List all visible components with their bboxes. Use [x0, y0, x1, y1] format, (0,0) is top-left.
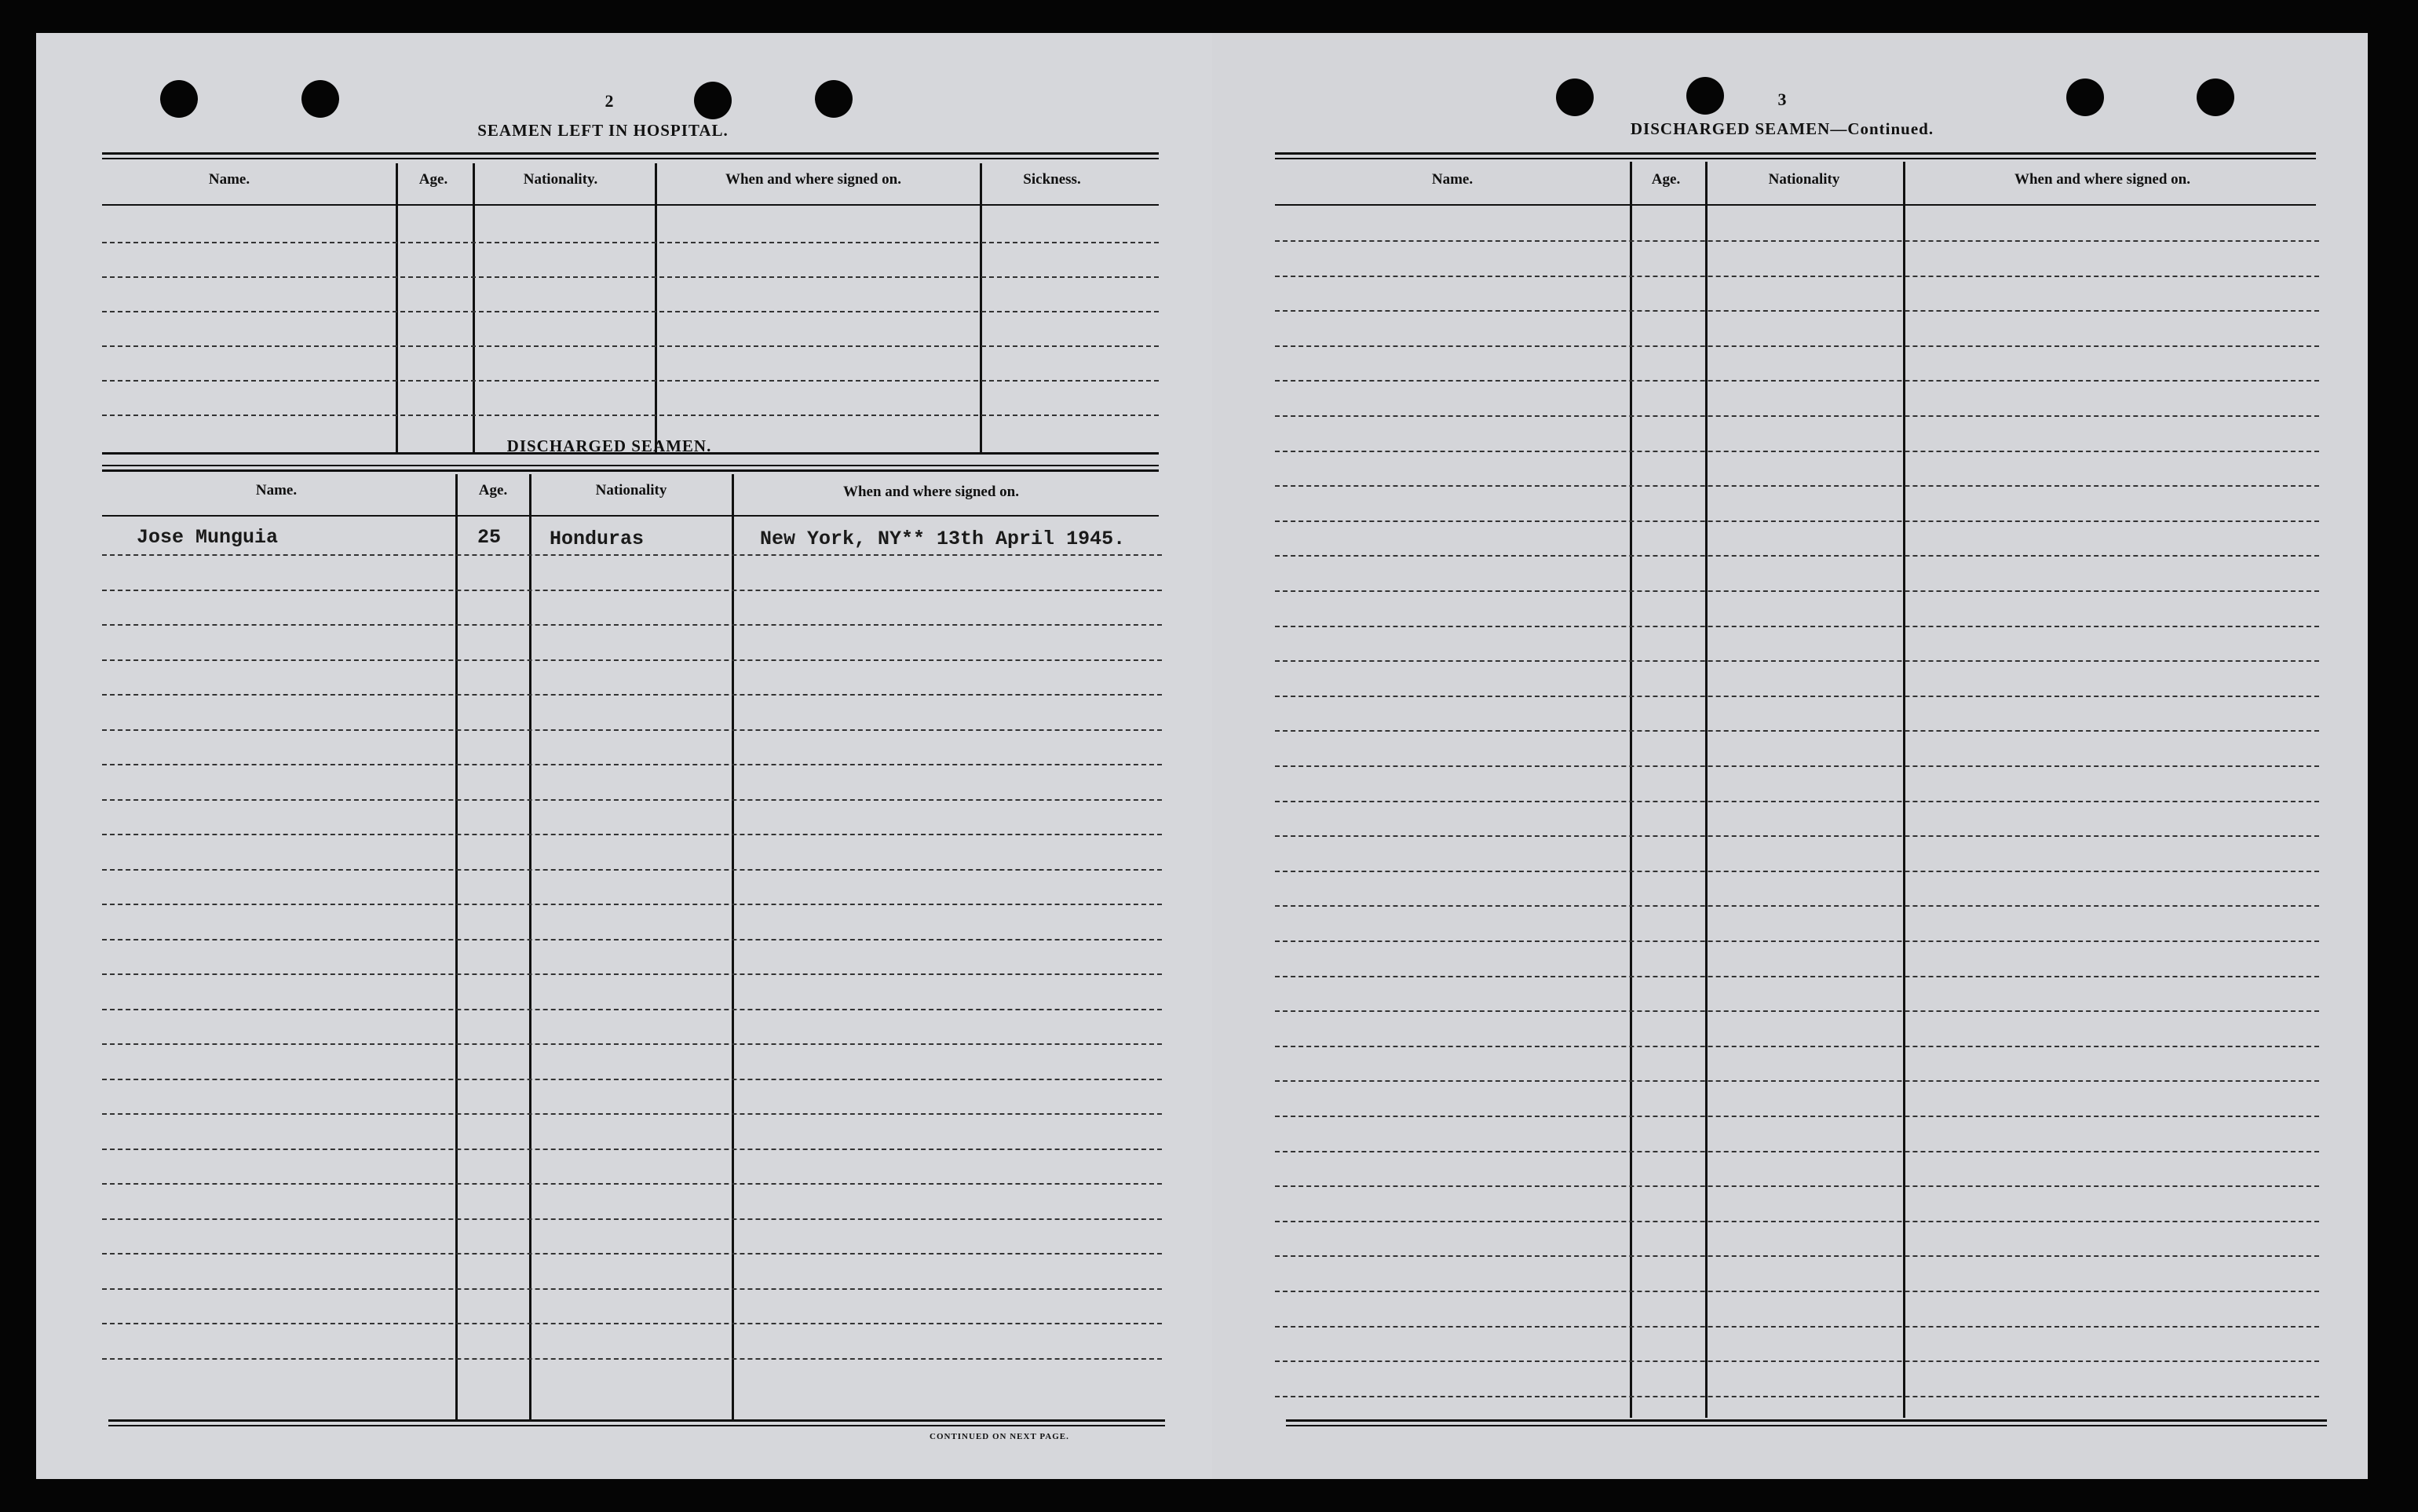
ruled-line: [102, 1323, 1162, 1324]
hospital-col-sickness: Sickness.: [1023, 171, 1081, 188]
ruled-line: [102, 1079, 1162, 1080]
ruled-line: [1275, 871, 2319, 872]
punch-hole: [160, 80, 198, 118]
hospital-col-divider: [980, 163, 982, 452]
discharged-bottom-rule-2: [108, 1425, 1165, 1426]
ruled-line: [1275, 276, 2319, 277]
right-col-age: Age.: [1651, 171, 1681, 188]
ruled-line: [102, 1043, 1162, 1045]
ruled-line: [1275, 520, 2319, 522]
page-number: 2: [604, 91, 614, 111]
ruled-line: [102, 1288, 1162, 1290]
right-bottom-rule: [1286, 1419, 2327, 1422]
punch-hole: [301, 80, 339, 118]
hospital-col-signed-on: When and where signed on.: [725, 171, 902, 188]
right-top-rule: [1275, 152, 2316, 155]
seaman-nationality: Honduras: [550, 528, 645, 550]
ruled-line: [1275, 730, 2319, 732]
ruled-line: [1275, 451, 2319, 452]
hospital-col-divider: [473, 163, 475, 452]
ruled-line: [1275, 1046, 2319, 1047]
discharged-top-rule: [102, 465, 1159, 466]
ruled-line: [1275, 940, 2319, 942]
ruled-line: [102, 904, 1162, 905]
ruled-line: [1275, 696, 2319, 697]
hospital-col-age: Age.: [418, 171, 448, 188]
ruled-line: [102, 624, 1162, 626]
right-page: [1212, 33, 2368, 1479]
hospital-top-rule: [102, 152, 1159, 155]
right-col-nationality: Nationality: [1768, 171, 1840, 188]
ruled-line: [102, 694, 1162, 696]
discharged-col-name: Name.: [255, 482, 298, 499]
ruled-line: [1275, 310, 2319, 312]
punch-hole: [1686, 77, 1724, 115]
seaman-age: 25: [477, 526, 502, 549]
ruled-line: [102, 973, 1162, 975]
discharged-col-age: Age.: [478, 482, 508, 499]
punch-hole: [2197, 79, 2234, 116]
ruled-line: [1275, 905, 2319, 907]
hospital-header-rule: [102, 204, 1159, 206]
ruled-line: [1275, 835, 2319, 837]
ruled-line: [102, 415, 1159, 416]
ruled-line: [102, 764, 1162, 765]
ruled-line: [102, 799, 1162, 801]
page-number: 3: [1777, 89, 1787, 109]
ruled-line: [1275, 485, 2319, 487]
hospital-top-rule-2: [102, 158, 1159, 159]
ruled-line: [102, 1113, 1162, 1115]
left-page: [36, 33, 1220, 1479]
discharged-col-divider: [732, 474, 734, 1419]
ruled-line: [1275, 415, 2319, 417]
ruled-line: [1275, 345, 2319, 347]
ruled-line: [102, 380, 1159, 382]
right-bottom-rule-2: [1286, 1425, 2327, 1426]
ruled-line: [1275, 555, 2319, 557]
ruled-line: [1275, 1221, 2319, 1222]
ruled-line: [102, 590, 1162, 591]
right-col-divider: [1903, 162, 1905, 1418]
ruled-line: [1275, 1291, 2319, 1292]
hospital-col-divider: [655, 163, 657, 452]
ruled-line: [1275, 1010, 2319, 1012]
ruled-line: [1275, 1326, 2319, 1328]
hospital-section-title: SEAMEN LEFT IN HOSPITAL.: [477, 121, 729, 140]
ruled-line: [102, 1218, 1162, 1220]
punch-hole: [2066, 79, 2104, 116]
ruled-line: [1275, 1080, 2319, 1082]
ruled-line: [102, 869, 1162, 871]
ruled-line: [102, 834, 1162, 835]
ruled-line: [1275, 1396, 2319, 1397]
ruled-line: [1275, 1151, 2319, 1152]
hospital-col-nationality: Nationality.: [523, 171, 598, 188]
ruled-line: [1275, 976, 2319, 977]
discharged-col-divider: [455, 474, 458, 1419]
right-top-rule-2: [1275, 158, 2316, 159]
discharged-top-rule-2: [102, 469, 1159, 472]
ruled-line: [102, 939, 1162, 940]
ruled-line: [102, 659, 1162, 661]
discharged-col-divider: [529, 474, 531, 1419]
discharged-section-title: DISCHARGED SEAMEN.: [506, 436, 712, 455]
ruled-line: [102, 1358, 1162, 1360]
ruled-line: [1275, 1360, 2319, 1362]
ruled-line: [102, 1253, 1162, 1255]
ruled-line: [1275, 626, 2319, 627]
right-col-divider: [1630, 162, 1632, 1418]
ruled-line: [1275, 660, 2319, 662]
continued-note: CONTINUED ON NEXT PAGE.: [930, 1432, 1069, 1441]
ruled-line: [1275, 1116, 2319, 1117]
right-col-divider: [1705, 162, 1708, 1418]
ruled-line: [102, 311, 1159, 312]
punch-hole: [815, 80, 853, 118]
discharged-bottom-rule: [108, 1419, 1165, 1422]
ruled-line: [1275, 1255, 2319, 1257]
continued-section-title: DISCHARGED SEAMEN—Continued.: [1630, 119, 1934, 138]
ruled-line: [102, 1183, 1162, 1185]
hospital-col-divider: [396, 163, 398, 452]
ruled-line: [102, 554, 1162, 556]
punch-hole: [694, 82, 732, 119]
ruled-line: [102, 1009, 1162, 1010]
ruled-line: [1275, 801, 2319, 802]
ruled-line: [102, 729, 1162, 731]
right-col-signed-on: When and where signed on.: [2014, 171, 2191, 188]
right-col-name: Name.: [1431, 171, 1474, 188]
ruled-line: [1275, 1185, 2319, 1187]
discharged-header-rule: [102, 515, 1159, 517]
ruled-line: [1275, 765, 2319, 767]
right-header-rule: [1275, 204, 2316, 206]
ruled-line: [102, 276, 1159, 278]
seaman-signed-on: New York, NY** 13th April 1945.: [760, 528, 1126, 550]
ruled-line: [1275, 380, 2319, 382]
ruled-line: [1275, 590, 2319, 592]
punch-hole: [1556, 79, 1594, 116]
hospital-col-name: Name.: [208, 171, 250, 188]
ruled-line: [102, 242, 1159, 243]
ruled-line: [1275, 240, 2319, 242]
ruled-line: [102, 345, 1159, 347]
discharged-col-nationality: Nationality: [595, 482, 667, 499]
seaman-name: Jose Munguia: [137, 526, 279, 549]
ruled-line: [102, 1149, 1162, 1150]
discharged-col-signed-on: When and where signed on.: [842, 484, 1020, 500]
